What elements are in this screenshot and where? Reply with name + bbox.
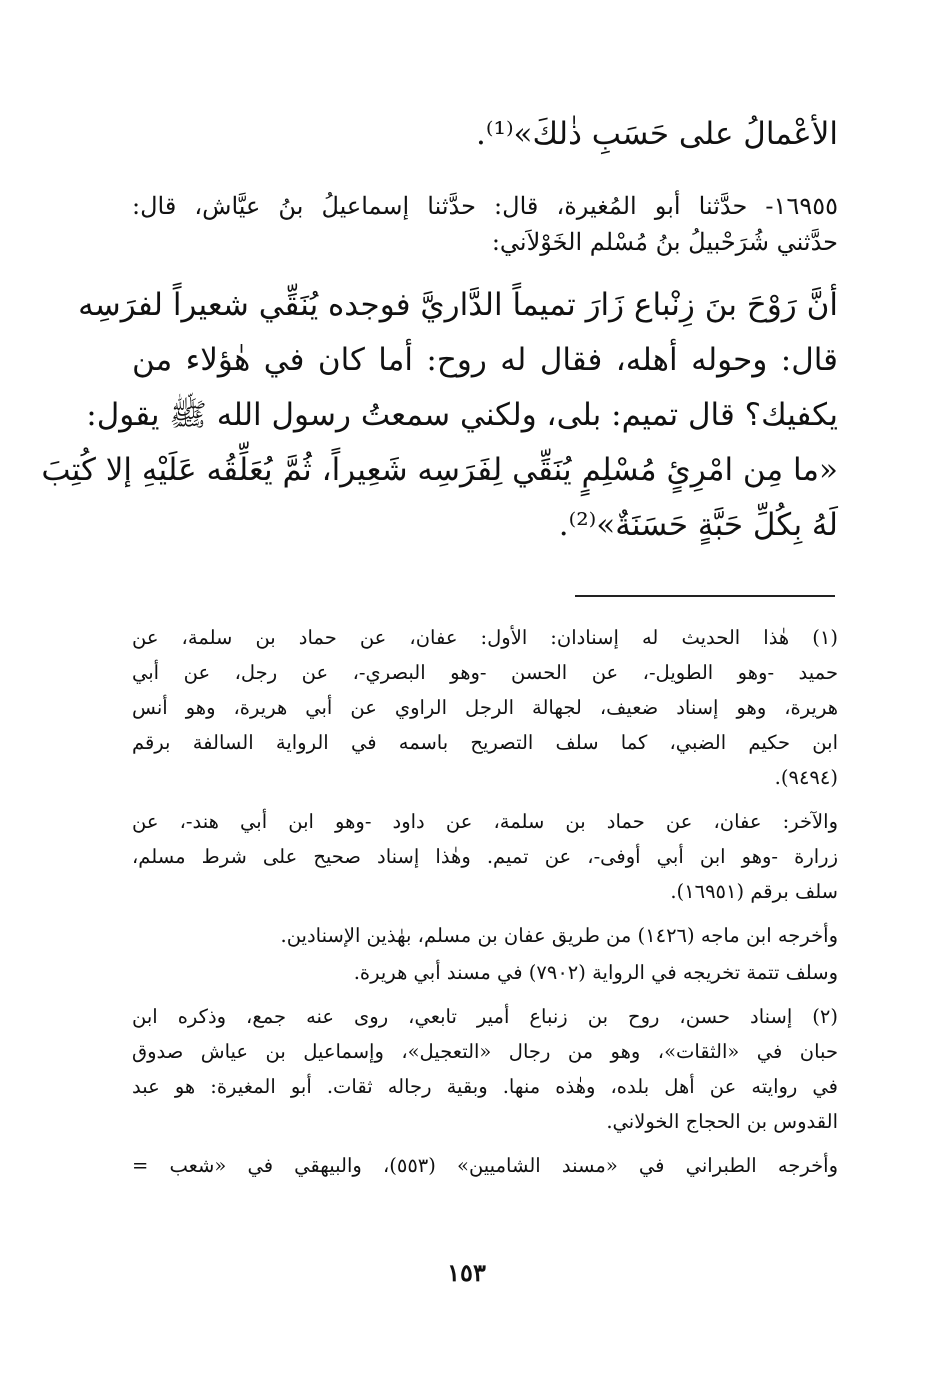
- hadith-matn: [41, 278, 838, 553]
- matn-line: لَهُ بِكُلِّ حَبَّةٍ حَسَنَةٌ»⁽²⁾.: [558, 507, 838, 543]
- matn-line: يكفيك؟ قال تميم: بلى، ولكني سمعتُ رسول الله ﷺ يقول:: [86, 397, 838, 433]
- footnote-line: ابن حكيم الضبي، كما سلف التصريح باسمه في الرواية السالفة برقم: [132, 731, 838, 754]
- chain-line: ١٦٩٥٥- حدَّثنا أبو المُغيرة، قال: حدَّثنا إسماعيلُ بنُ عيَّاش، قال:: [132, 192, 838, 220]
- footnote-paragraph: [132, 1148, 838, 1183]
- footnote-line: والآخر: عفان، عن حماد بن سلمة، عن داود -وهو ابن أبي هند-، عن: [132, 810, 838, 833]
- footnote-line: حبان في «الثقات»، وهو من رجال «التعجيل»، وإسماعيل بن عياش صدوق: [132, 1040, 838, 1063]
- footnote-line: زرارة -وهو ابن أبي أوفى-، عن تميم. وهٰذا إسناد صحيح على شرط مسلم،: [132, 845, 838, 868]
- main-text: [41, 108, 838, 553]
- footnote-line: في روايته عن أهل بلده، وهٰذه منها. وبقية رجاله ثقات. أبو المغيرة: هو عبد: [132, 1075, 838, 1098]
- footnote-line: وأخرجه الطبراني في «مسند الشاميين» (٥٥٣)، والبيهقي في «شعب =: [132, 1154, 838, 1177]
- isnad-chain: [132, 188, 838, 260]
- chain-line: حدَّثني شُرَحْبيلُ بنُ مُسْلم الخَوْلاَني:: [491, 228, 838, 256]
- footnote-paragraph: [132, 999, 838, 1139]
- footnote-line: سلف برقم (١٦٩٥١).: [670, 880, 838, 903]
- page-number: ١٥٣: [447, 1258, 486, 1287]
- footnote-paragraph: [132, 620, 838, 795]
- footnote-paragraph: [132, 918, 838, 953]
- footnotes: [132, 620, 838, 1192]
- footnote-line: (١) هٰذا الحديث له إسنادان: الأول: عفان، عن حماد بن سلمة، عن: [132, 626, 838, 649]
- footnote-line: القدوس بن الحجاج الخولاني.: [606, 1110, 838, 1133]
- matn-line: أنَّ رَوْحَ بنَ زِنْباع زَارَ تميماً الدَّاريَّ فوجده يُنَقِّي شعيراً لفرَسِه: [78, 287, 838, 323]
- footnote-line: هريرة، وهو إسناد ضعيف، لجهالة الرجل الراوي عن أبي هريرة، وهو أنس: [132, 696, 838, 719]
- footnote-line: حميد -وهو الطويل-، عن الحسن -وهو البصري-، عن رجل، عن أبي: [132, 661, 838, 684]
- footnote-paragraph: [132, 804, 838, 909]
- footnote-line: (٢) إسناد حسن، روح بن زنباع أمير تابعي، روى عنه جمع، وذكره ابن: [132, 1005, 838, 1028]
- footnote-line: وسلف تتمة تخريجه في الرواية (٧٩٠٢) في مسند أبي هريرة.: [353, 961, 838, 984]
- footnote-separator: [575, 595, 835, 597]
- footnote-line: (٩٤٩٤).: [774, 766, 838, 789]
- matn-line: قال: وحوله أهله، فقال له روح: أما كان في هٰؤلاء من: [132, 342, 838, 378]
- matn-line: «ما مِن امْرِئٍ مُسْلِمٍ يُنَقِّي لِفَرَسِه شَعِيراً، ثُمَّ يُعَلِّقُه عَلَيْهِ إلا كُتِبَ: [41, 452, 838, 488]
- footnote-paragraph: [132, 955, 838, 990]
- footnote-line: وأخرجه ابن ماجه (١٤٢٦) من طريق عفان بن مسلم، بهٰذين الإسنادين.: [280, 924, 838, 947]
- hadith-end-line: الأعْمالُ على حَسَبِ ذٰلكَ»⁽¹⁾.: [476, 116, 838, 152]
